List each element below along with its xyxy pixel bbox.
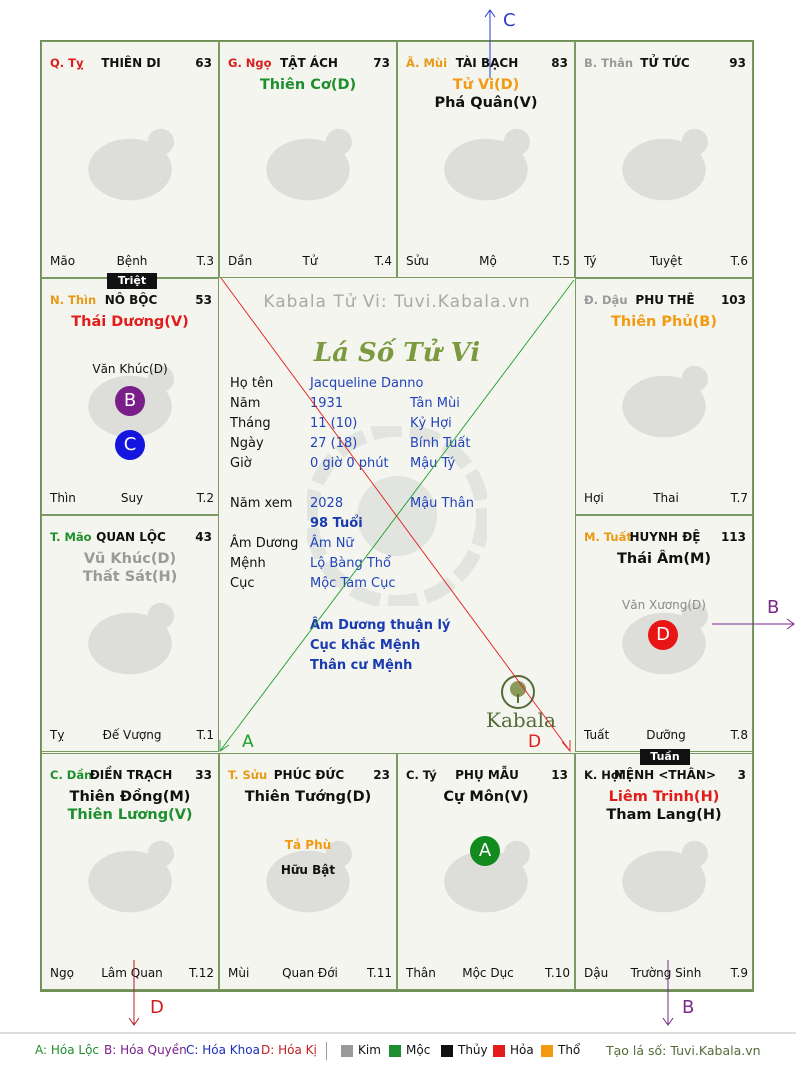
info-label: Giờ bbox=[230, 456, 252, 471]
palace-branch: Mão bbox=[50, 254, 76, 268]
palace-branch: Thân bbox=[406, 966, 436, 980]
main-star: Thiên Lương(V) bbox=[67, 807, 193, 823]
palace-can-chi: T. Sửu bbox=[228, 768, 268, 782]
watermark-text: Kabala Tử Vi: Tuvi.Kabala.vn bbox=[263, 292, 531, 312]
palace-age: 103 bbox=[720, 293, 746, 307]
swatch-moc bbox=[389, 1045, 401, 1057]
palace-month: T.6 bbox=[730, 254, 748, 268]
palace-branch: Dậu bbox=[584, 966, 609, 980]
info-value: Jacqueline Danno bbox=[310, 376, 424, 391]
info-value-can-chi: Mậu Tý bbox=[410, 456, 456, 471]
badge-b-hoa-quyen: B bbox=[115, 386, 145, 416]
legend-site-link[interactable]: Tạo lá số: Tuvi.Kabala.vn bbox=[606, 1043, 761, 1058]
palace-can-chi: Q. Tỵ bbox=[50, 56, 84, 70]
palace-stage: Thai bbox=[653, 491, 679, 505]
palace-branch: Tuất bbox=[584, 728, 610, 742]
swatch-kim bbox=[341, 1045, 353, 1057]
palace-branch: Thìn bbox=[50, 491, 76, 505]
palace-branch: Tỵ bbox=[50, 728, 65, 742]
palace-age: 83 bbox=[551, 56, 568, 70]
palace-branch: Tý bbox=[584, 254, 597, 268]
main-star: Thiên Tướng(D) bbox=[244, 789, 372, 805]
palace-month: T.3 bbox=[196, 254, 214, 268]
palace-age: 53 bbox=[195, 293, 212, 307]
info-label: Họ tên bbox=[230, 376, 274, 391]
info-label: Năm bbox=[230, 396, 261, 411]
main-star: Tham Lang(H) bbox=[606, 807, 722, 823]
palace-can-chi: Ã. Mùi bbox=[406, 56, 448, 70]
arrow-label-bottom-left: D bbox=[150, 997, 164, 1018]
main-star: Thiên Phủ(B) bbox=[611, 314, 717, 330]
palace-age: 73 bbox=[373, 56, 390, 70]
minor-star: Văn Xương(D) bbox=[622, 598, 706, 612]
palace-month: T.12 bbox=[189, 966, 214, 980]
palace-stage: Lâm Quan bbox=[101, 966, 163, 980]
palace-can-chi: T. Mão bbox=[50, 530, 92, 544]
palace-name: PHU THÊ bbox=[635, 293, 695, 307]
info-value-can-chi: Bính Tuất bbox=[410, 436, 471, 451]
main-star: Vũ Khúc(D) bbox=[83, 551, 177, 567]
palace-stage: Đế Vượng bbox=[102, 728, 162, 742]
palace-name: TỬ TỨC bbox=[640, 56, 690, 70]
palace-age: 23 bbox=[373, 768, 390, 782]
palace-age: 93 bbox=[729, 56, 746, 70]
info-label: Ngày bbox=[230, 436, 264, 451]
info-value: Lộ Bàng Thổ bbox=[310, 556, 391, 571]
badge-d-hoa-ki: D bbox=[648, 620, 678, 650]
legend-hoa: Hỏa bbox=[510, 1043, 534, 1057]
arrow-label-right: B bbox=[767, 597, 780, 618]
palace-age: 63 bbox=[195, 56, 212, 70]
palace-branch: Hợi bbox=[584, 491, 604, 505]
palace-can-chi: B. Thân bbox=[584, 56, 634, 70]
green-line bbox=[220, 280, 574, 751]
palace-stage: Bệnh bbox=[116, 254, 148, 268]
info-label: Năm xem bbox=[230, 496, 293, 511]
main-star: Thái Dương(V) bbox=[71, 314, 189, 330]
main-star: Thiên Đồng(M) bbox=[69, 789, 191, 805]
palace-name: TÀI BẠCH bbox=[455, 56, 519, 70]
note-cuc: Cục khắc Mệnh bbox=[310, 638, 421, 653]
palace-branch: Ngọ bbox=[50, 966, 74, 980]
palace-name: QUAN LỘC bbox=[96, 530, 166, 544]
tag-triet: Triệt bbox=[107, 273, 157, 289]
palace-month: T.8 bbox=[730, 728, 748, 742]
main-star: Liêm Trinh(H) bbox=[608, 789, 720, 805]
legend-a: A: Hóa Lộc bbox=[35, 1043, 100, 1057]
palace-age: 3 bbox=[737, 768, 746, 782]
arrow-label-top: C bbox=[503, 10, 516, 31]
info-label: Cục bbox=[230, 576, 255, 591]
main-star: Tử Vi(D) bbox=[452, 77, 520, 93]
palace-name: PHÚC ĐỨC bbox=[273, 768, 345, 782]
info-value: Mộc Tam Cục bbox=[310, 576, 396, 591]
minor-star-ta-phu: Tả Phù bbox=[284, 838, 332, 852]
legend-kim: Kim bbox=[358, 1043, 381, 1057]
note-than: Thân cư Mệnh bbox=[310, 658, 413, 673]
palace-name: MỆNH <THÂN> bbox=[613, 768, 717, 782]
line-label-a: A bbox=[242, 732, 254, 752]
minor-star: Văn Khúc(D) bbox=[92, 362, 168, 376]
main-star: Thất Sát(H) bbox=[82, 569, 178, 585]
palace-stage: Mộc Dục bbox=[462, 966, 514, 980]
kabala-logo-text: Kabala bbox=[486, 708, 556, 732]
palace-can-chi: G. Ngọ bbox=[228, 56, 272, 70]
palace-branch: Sửu bbox=[406, 254, 429, 268]
swatch-hoa bbox=[493, 1045, 505, 1057]
info-value: 1931 bbox=[310, 396, 344, 411]
palace-month: T.5 bbox=[552, 254, 570, 268]
main-star: Thái Âm(M) bbox=[616, 551, 712, 567]
info-value: 98 Tuổi bbox=[310, 516, 363, 531]
main-star: Thiên Cơ(D) bbox=[259, 77, 357, 93]
main-star: Phá Quân(V) bbox=[434, 95, 538, 111]
palace-month: T.11 bbox=[367, 966, 392, 980]
palace-age: 43 bbox=[195, 530, 212, 544]
center-title: Lá Số Tử Vi bbox=[313, 338, 481, 368]
palace-can-chi: Đ. Dậu bbox=[584, 293, 628, 307]
palace-stage: Tử bbox=[302, 254, 318, 268]
arrow-label-bottom-right: B bbox=[682, 997, 695, 1018]
swatch-thuy bbox=[441, 1045, 453, 1057]
palace-stage: Mộ bbox=[479, 254, 497, 268]
main-star: Cự Môn(V) bbox=[443, 789, 529, 805]
palace-stage: Suy bbox=[120, 491, 144, 505]
swatch-tho bbox=[541, 1045, 553, 1057]
tag-tuan: Tuần bbox=[640, 749, 690, 765]
palace-month: T.1 bbox=[196, 728, 214, 742]
legend-b: B: Hóa Quyền bbox=[104, 1043, 187, 1057]
palace-name: NÔ BỘC bbox=[104, 293, 158, 307]
palace-stage: Quan Đới bbox=[282, 966, 338, 980]
line-label-d: D bbox=[528, 732, 542, 752]
legend-bar bbox=[0, 1032, 796, 1058]
palace-stage: Dưỡng bbox=[646, 728, 686, 742]
palace-can-chi: C. Dần bbox=[50, 768, 93, 782]
palace-name: HUYNH ĐỆ bbox=[629, 530, 701, 544]
info-label: Âm Dương bbox=[230, 536, 299, 551]
palace-name: TẬT ÁCH bbox=[280, 56, 338, 70]
palace-age: 13 bbox=[551, 768, 568, 782]
palace-age: 33 bbox=[195, 768, 212, 782]
minor-star-huu-bat: Hữu Bật bbox=[280, 863, 336, 877]
palace-month: T.9 bbox=[730, 966, 748, 980]
legend-tho: Thổ bbox=[558, 1043, 581, 1057]
badge-a-hoa-loc: A bbox=[470, 836, 500, 866]
palace-branch: Mùi bbox=[228, 966, 250, 980]
badge-c-hoa-khoa: C bbox=[115, 430, 145, 460]
palace-stage: Trường Sinh bbox=[630, 966, 702, 980]
palace-can-chi: K. Hợi bbox=[584, 768, 623, 782]
info-value: 2028 bbox=[310, 496, 344, 511]
palace-name: THIÊN DI bbox=[101, 56, 161, 70]
info-value-can-chi: Mậu Thân bbox=[410, 496, 474, 511]
palace-month: T.10 bbox=[545, 966, 570, 980]
palace-name: ĐIỀN TRẠCH bbox=[89, 768, 173, 782]
palace-month: T.7 bbox=[730, 491, 748, 505]
info-value: 27 (18) bbox=[310, 436, 358, 451]
palace-branch: Dần bbox=[228, 254, 253, 268]
info-label: Tháng bbox=[230, 416, 271, 431]
palace-can-chi: M. Tuất bbox=[584, 530, 632, 544]
palace-name: PHỤ MẪU bbox=[455, 768, 519, 782]
note-am-duong: Âm Dương thuận lý bbox=[310, 618, 451, 633]
palace-month: T.2 bbox=[196, 491, 214, 505]
legend-c: C: Hóa Khoa bbox=[186, 1043, 260, 1057]
info-value-can-chi: Kỷ Hợi bbox=[410, 416, 452, 431]
palace-can-chi: C. Tý bbox=[406, 768, 437, 782]
info-value: Âm Nữ bbox=[310, 536, 354, 551]
info-value: 0 giờ 0 phút bbox=[310, 456, 389, 471]
info-label: Mệnh bbox=[230, 556, 266, 571]
palace-month: T.4 bbox=[374, 254, 392, 268]
legend-thuy: Thủy bbox=[458, 1043, 488, 1057]
palace-stage: Tuyệt bbox=[649, 254, 683, 268]
legend-d: D: Hóa Kị bbox=[261, 1043, 317, 1057]
info-value: 11 (10) bbox=[310, 416, 358, 431]
palace-age: 113 bbox=[720, 530, 746, 544]
palace-can-chi: N. Thìn bbox=[50, 293, 97, 307]
info-value-can-chi: Tân Mùi bbox=[410, 396, 460, 411]
legend-moc: Mộc bbox=[406, 1043, 431, 1057]
